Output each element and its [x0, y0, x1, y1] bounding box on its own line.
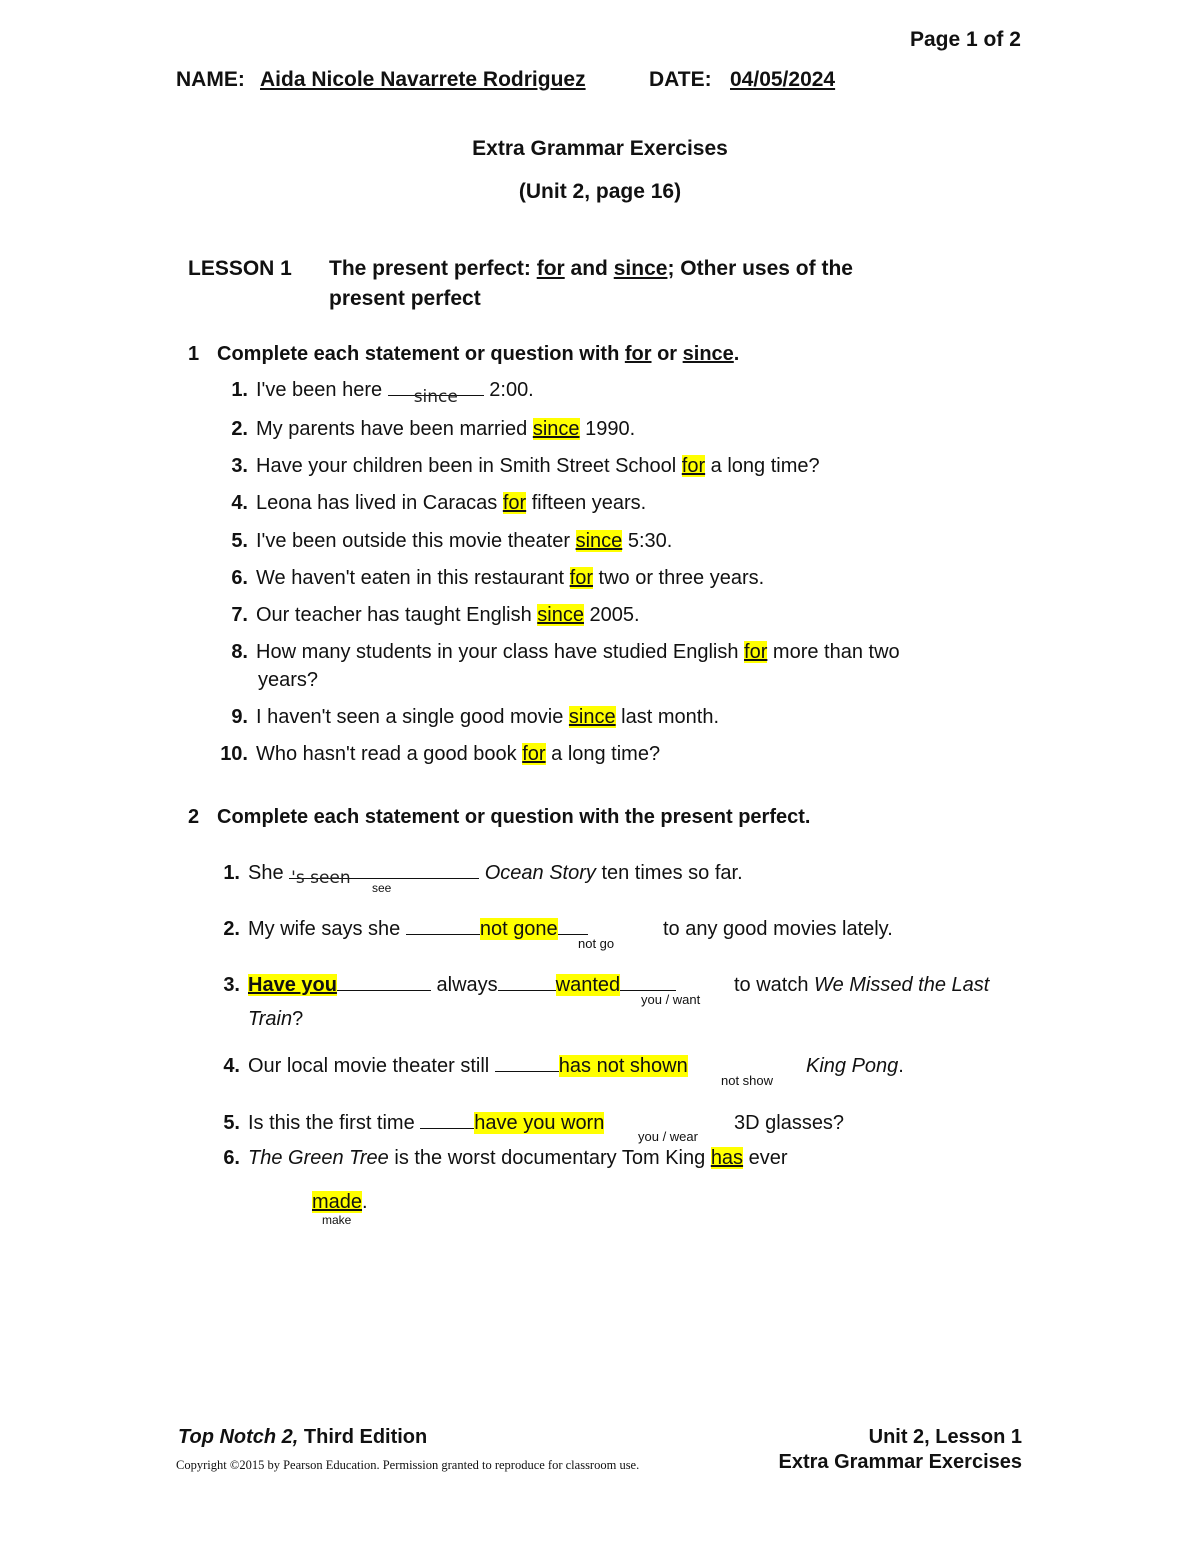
exercise1-number: 1	[188, 343, 200, 365]
name-value: Aida Nicole Navarrete Rodriguez	[260, 68, 586, 91]
verb-hint: see	[372, 881, 392, 895]
ex2-item-3-end: to watch We Missed the Last	[734, 974, 990, 996]
ex1-item: 10. Who hasn't read a good book for a long time?	[220, 743, 661, 765]
ex1-item: 5. I've been outside this movie theater since 5:30.	[231, 530, 673, 552]
footer-copyright: Copyright ©2015 by Pearson Education. Permission granted to reproduce for classroom use.	[176, 1458, 640, 1472]
answer[interactable]: for	[502, 492, 527, 514]
answer[interactable]: for	[744, 641, 768, 663]
ex2-item-2: 2. My wife says she not gone	[210, 918, 588, 941]
ex2-item-3-cont: Train?	[248, 1008, 304, 1030]
answer[interactable]: not gone	[479, 918, 558, 940]
answer[interactable]: since	[575, 530, 623, 552]
name-label: NAME:	[176, 68, 245, 91]
exercise2-instruction: Complete each statement or question with the present perfect.	[217, 806, 811, 828]
verb-hint: you / want	[641, 992, 701, 1007]
date-label: DATE:	[649, 68, 712, 91]
answer[interactable]: Have you	[248, 974, 337, 996]
ex2-item-6-cont: made.	[312, 1191, 368, 1213]
answer[interactable]: since	[537, 604, 584, 626]
answer[interactable]: has	[710, 1147, 744, 1169]
answer[interactable]: for	[569, 567, 593, 589]
answer[interactable]: has not shown	[558, 1055, 688, 1077]
exercise2-number: 2	[188, 806, 200, 828]
footer-book: Top Notch 2, Third Edition	[178, 1426, 428, 1448]
answer[interactable]: have you worn	[474, 1112, 605, 1134]
ex1-item: 4. Leona has lived in Caracas for fifteen years.	[231, 492, 647, 514]
ex2-item-5-end: 3D glasses?	[734, 1112, 845, 1134]
page-subtitle: (Unit 2, page 16)	[518, 180, 682, 203]
ex2-item-5: 5. Is this the first time have you worn	[223, 1112, 605, 1134]
verb-hint: you / wear	[638, 1129, 698, 1144]
ex2-item-2-end: to any good movies lately.	[663, 918, 893, 940]
verb-hint: not go	[578, 936, 615, 951]
ex2-item-3: 3. Have you always wanted	[210, 974, 676, 997]
answer[interactable]: since	[568, 706, 616, 728]
ex1-item: 2. My parents have been married since 1990.	[231, 418, 636, 440]
answer[interactable]: made	[312, 1191, 363, 1213]
footer-section: Extra Grammar Exercises	[778, 1451, 1022, 1473]
page-number: Page 1 of 2	[910, 28, 1021, 51]
answer[interactable]: wanted	[555, 974, 621, 996]
lesson-label: LESSON 1	[188, 257, 292, 280]
lesson-title-line2: present perfect	[329, 287, 481, 310]
ex2-item-1: 1. She 's seen Ocean Story ten times so far.	[223, 862, 743, 888]
ex1-item: 8. How many students in your class have studied English for more than two	[231, 641, 900, 663]
ex1-item: 7. Our teacher has taught English since 2005.	[231, 604, 640, 626]
ex1-item: 3. Have your children been in Smith Street School for a long time?	[231, 455, 820, 477]
answer-blank[interactable]: since	[388, 395, 484, 396]
footer-unit: Unit 2, Lesson 1	[868, 1426, 1022, 1448]
ex1-item: 6. We haven't eaten in this restaurant for two or three years.	[231, 567, 765, 589]
lesson-title: The present perfect: for and since; Other uses of the	[329, 257, 853, 280]
ex1-item: 9. I haven't seen a single good movie since last month.	[231, 706, 720, 728]
verb-hint: make	[322, 1213, 352, 1227]
verb-hint: not show	[721, 1073, 774, 1088]
answer[interactable]: since	[532, 418, 580, 440]
answer[interactable]: for	[681, 455, 706, 477]
ex1-item: 1. I've been here since 2:00.	[231, 379, 534, 407]
exercise1-instruction: Complete each statement or question with for or since.	[217, 343, 740, 365]
ex2-item-4-end: King Pong.	[806, 1055, 904, 1077]
ex1-item-continuation: years?	[258, 669, 319, 691]
ex2-item-6: 6. The Green Tree is the worst documentary Tom King has ever	[223, 1147, 788, 1169]
date-value: 04/05/2024	[730, 68, 836, 91]
answer-blank[interactable]: 's seen	[289, 878, 479, 879]
ex2-item-4: 4. Our local movie theater still has not shown	[223, 1055, 688, 1077]
page-title: Extra Grammar Exercises	[472, 137, 728, 160]
answer[interactable]: for	[522, 743, 546, 765]
